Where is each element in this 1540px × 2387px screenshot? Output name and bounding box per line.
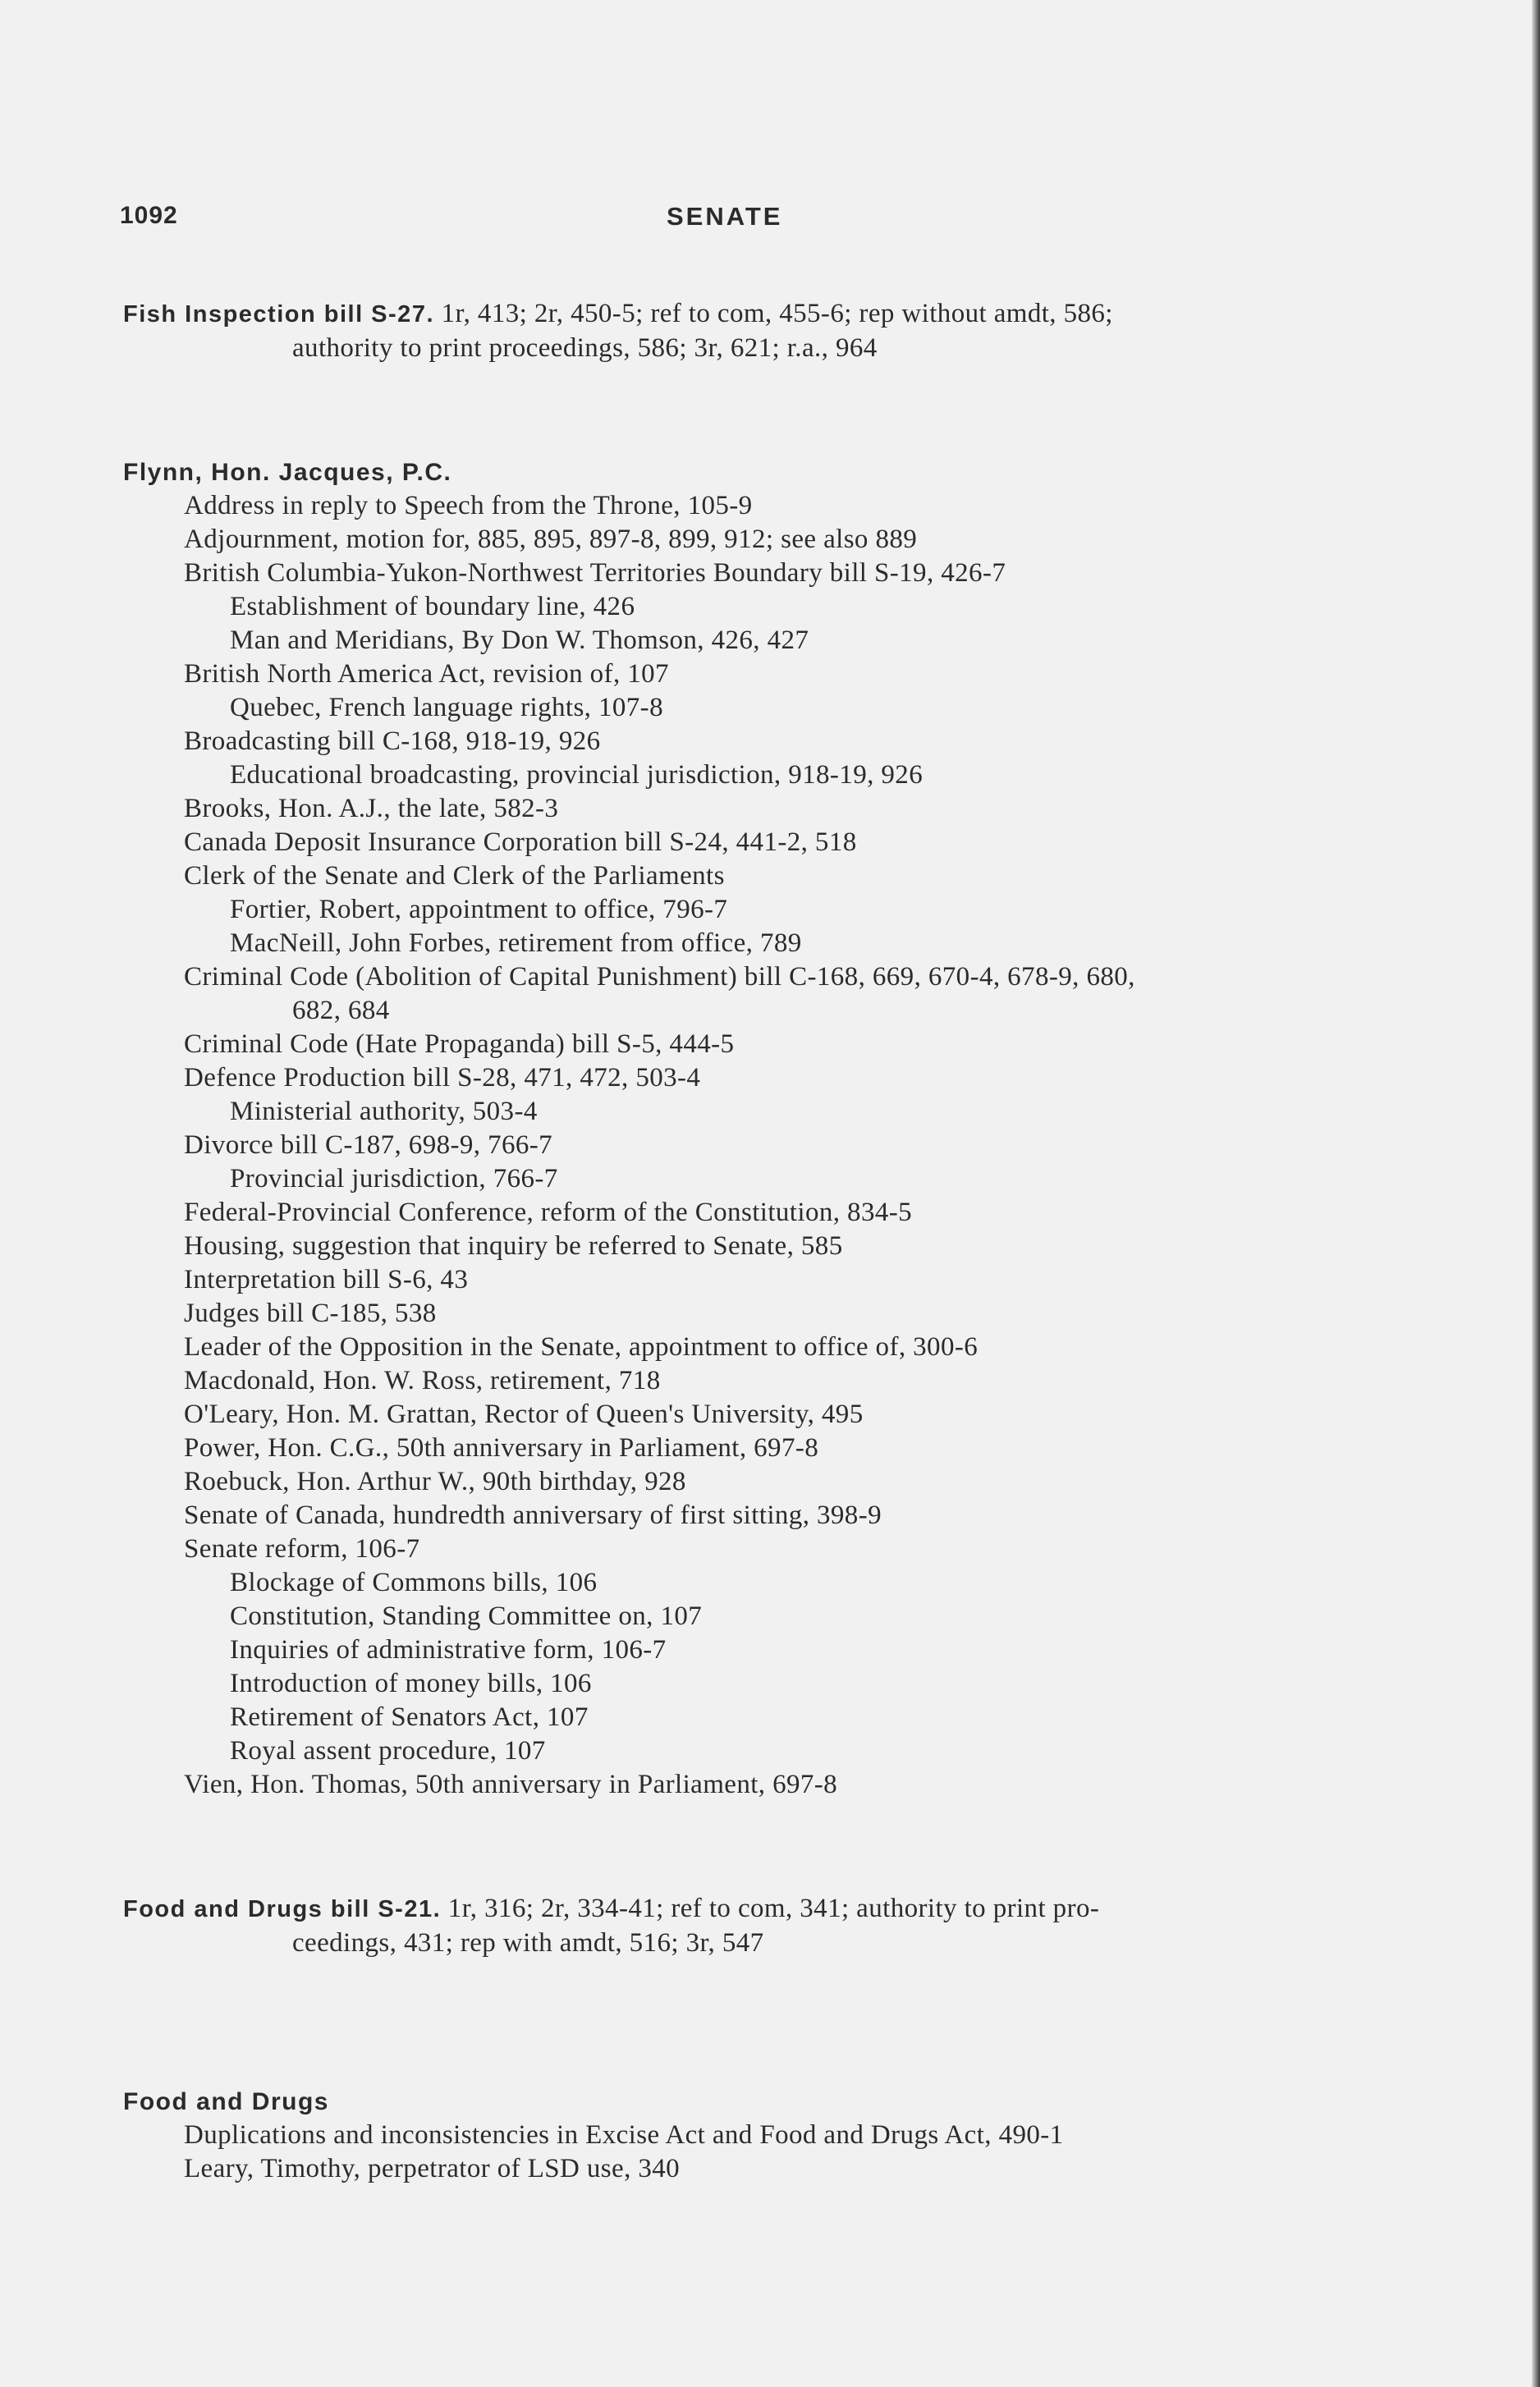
page-edge-shadow (1532, 0, 1540, 2387)
entry-text: 1r, 316; 2r, 334-41; ref to com, 341; authority to print pro- (447, 1894, 1100, 1923)
sub-subentry: Educational broadcasting, provincial jurisdiction, 918-19, 926 (230, 760, 924, 790)
running-head: SENATE (667, 202, 783, 231)
entry-fish-inspection-bill (123, 297, 1354, 365)
sub-subentry: Royal assent procedure, 107 (230, 1736, 546, 1766)
spacer (123, 365, 1354, 456)
subentry: Senate reform, 106-7 (184, 1534, 420, 1564)
entry-food-and-drugs (123, 2085, 1354, 2186)
subentry: Defence Production bill S-28, 471, 472, 503-4 (184, 1063, 701, 1093)
page-number: 1092 (120, 202, 178, 229)
sub-subentry: Man and Meridians, By Don W. Thomson, 426, 427 (230, 625, 809, 655)
sub-subentry: Constitution, Standing Committee on, 107 (230, 1601, 703, 1631)
sub-subentry: Establishment of boundary line, 426 (230, 592, 635, 621)
sub-subentry: Provincial jurisdiction, 766-7 (230, 1164, 558, 1194)
subentry: Housing, suggestion that inquiry be referred to Senate, 585 (184, 1231, 843, 1261)
subentry: Divorce bill C-187, 698-9, 766-7 (184, 1130, 553, 1160)
subentry: Senate of Canada, hundredth anniversary of first sitting, 398-9 (184, 1500, 882, 1530)
subentry: British Columbia-Yukon-Northwest Territories Boundary bill S-19, 426-7 (184, 558, 1006, 588)
subentry-continuation: 682, 684 (292, 996, 390, 1025)
subentry: O'Leary, Hon. M. Grattan, Rector of Queen's University, 495 (184, 1400, 864, 1429)
entry-continuation: ceedings, 431; rep with amdt, 516; 3r, 547 (292, 1928, 764, 1958)
subentry-text: Adjournment, motion for, 885, 895, 897-8, 899, 912; see also 889 (184, 525, 918, 554)
entry-heading: Fish Inspection bill S-27. (123, 301, 434, 328)
spacer (123, 1802, 1354, 1892)
sub-subentry: Introduction of money bills, 106 (230, 1669, 592, 1698)
subentry: Interpretation bill S-6, 43 (184, 1265, 469, 1294)
subentry: Brooks, Hon. A.J., the late, 582-3 (184, 794, 559, 823)
entry-flynn (123, 456, 1354, 1802)
subentry: Address in reply to Speech from the Throne, 105-9 (184, 491, 753, 520)
entry-first-line (123, 297, 1354, 332)
subentry: Leary, Timothy, perpetrator of LSD use, 340 (184, 2154, 681, 2183)
sub-subentry: Fortier, Robert, appointment to office, 796-7 (230, 895, 728, 924)
subentry: Canada Deposit Insurance Corporation bill S-24, 441-2, 518 (184, 827, 857, 857)
entry-text: 1r, 413; 2r, 450-5; ref to com, 455-6; rep without amdt, 586; (441, 299, 1113, 328)
entry-first-line (123, 1892, 1354, 1927)
sub-subentry: MacNeill, John Forbes, retirement from office, 789 (230, 928, 802, 958)
subentry: Vien, Hon. Thomas, 50th anniversary in Parliament, 697-8 (184, 1770, 838, 1799)
page-header (120, 202, 1351, 238)
spacer (123, 1960, 1354, 2085)
subentry: Duplications and inconsistencies in Excise Act and Food and Drugs Act, 490-1 (184, 2120, 1064, 2150)
subentry: British North America Act, revision of, 107 (184, 659, 669, 689)
sub-subentry: Retirement of Senators Act, 107 (230, 1702, 589, 1732)
subentry (123, 523, 1354, 557)
sub-subentry: Ministerial authority, 503-4 (230, 1097, 538, 1126)
sub-subentry: Quebec, French language rights, 107-8 (230, 693, 663, 722)
entry-food-and-drugs-bill (123, 1892, 1354, 1960)
subentry: Criminal Code (Abolition of Capital Punishment) bill C-168, 669, 670-4, 678-9, 680, (184, 962, 1135, 992)
entry-heading: Food and Drugs bill S-21. (123, 1896, 442, 1922)
entry-heading: Flynn, Hon. Jacques, P.C. (123, 459, 452, 486)
subentry: Roebuck, Hon. Arthur W., 90th birthday, 928 (184, 1467, 686, 1496)
entry-continuation: authority to print proceedings, 586; 3r, 621; r.a., 964 (292, 333, 878, 363)
subentry: Judges bill C-185, 538 (184, 1299, 437, 1328)
subentry: Broadcasting bill C-168, 918-19, 926 (184, 726, 601, 756)
subentry: Clerk of the Senate and Clerk of the Parliaments (184, 861, 725, 891)
sub-subentry: Blockage of Commons bills, 106 (230, 1568, 598, 1597)
subentry: Criminal Code (Hate Propaganda) bill S-5, 444-5 (184, 1029, 735, 1059)
sub-subentry: Inquiries of administrative form, 106-7 (230, 1635, 667, 1665)
index-content (123, 297, 1354, 2186)
subentry: Leader of the Opposition in the Senate, appointment to office of, 300-6 (184, 1332, 979, 1362)
subentry: Federal-Provincial Conference, reform of the Constitution, 834-5 (184, 1198, 913, 1227)
subentry: Power, Hon. C.G., 50th anniversary in Parliament, 697-8 (184, 1433, 819, 1463)
entry-heading: Food and Drugs (123, 2088, 329, 2115)
subentry: Macdonald, Hon. W. Ross, retirement, 718 (184, 1366, 661, 1395)
